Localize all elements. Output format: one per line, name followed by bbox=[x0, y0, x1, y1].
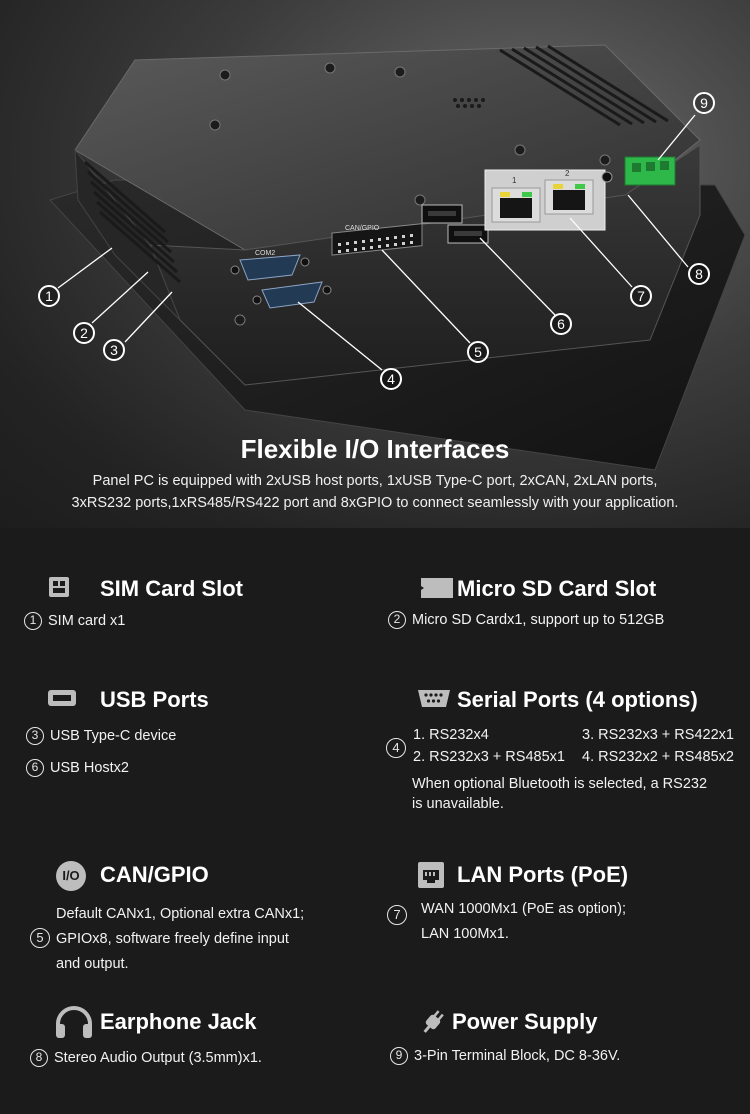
can-gpio-line-2: GPIOx8, software freely define input bbox=[56, 931, 289, 947]
hero-description bbox=[20, 470, 730, 514]
serial-option-1: 1. RS232x4 bbox=[413, 727, 489, 743]
can-gpio-silkscreen: CAN/GPIO bbox=[345, 225, 380, 232]
usb-host-line bbox=[26, 759, 129, 777]
lan-ports-number: 7 bbox=[387, 905, 407, 925]
earphone-jack-number: 8 bbox=[30, 1049, 48, 1067]
sim-card-title: SIM Card Slot bbox=[100, 576, 244, 601]
serial-option-3: 3. RS232x3 + RS422x1 bbox=[582, 727, 734, 743]
headphones-icon bbox=[55, 1006, 93, 1038]
sim-card-icon bbox=[49, 577, 69, 597]
lan2-silkscreen: 2 bbox=[565, 169, 570, 178]
micro-sd-number: 2 bbox=[388, 611, 406, 629]
callout-8: 8 bbox=[688, 263, 710, 285]
lan-ports-line-2: LAN 100Mx1. bbox=[421, 926, 509, 942]
lan1-silkscreen: 1 bbox=[512, 176, 517, 185]
io-badge-icon bbox=[56, 861, 86, 891]
callout-2: 2 bbox=[73, 322, 95, 344]
power-supply-title: Power Supply bbox=[452, 1009, 598, 1034]
sim-card-number: 1 bbox=[24, 612, 42, 630]
micro-sd-text: Micro SD Cardx1, support up to 512GB bbox=[412, 611, 665, 628]
micro-sd-line bbox=[388, 611, 664, 629]
micro-sd-title: Micro SD Card Slot bbox=[457, 576, 657, 601]
lan-port-icon bbox=[418, 862, 444, 888]
callout-3: 3 bbox=[103, 339, 125, 361]
power-supply-number: 9 bbox=[390, 1047, 408, 1065]
serial-option-2: 2. RS232x3 + RS485x1 bbox=[413, 749, 565, 765]
hero-title: Flexible I/O Interfaces bbox=[240, 434, 510, 464]
power-supply-text: 3-Pin Terminal Block, DC 8-36V. bbox=[414, 1047, 621, 1064]
power-plug-icon bbox=[420, 1008, 446, 1036]
micro-sd-icon bbox=[421, 578, 453, 598]
earphone-jack-text: Stereo Audio Output (3.5mm)x1. bbox=[54, 1049, 262, 1066]
usb-typec-line bbox=[26, 727, 176, 745]
earphone-jack-title: Earphone Jack bbox=[100, 1009, 257, 1034]
can-gpio-line-1: Default CANx1, Optional extra CANx1; bbox=[56, 906, 305, 922]
callout-9: 9 bbox=[693, 92, 715, 114]
com2-silkscreen: COM2 bbox=[255, 250, 276, 257]
callout-6: 6 bbox=[550, 313, 572, 335]
can-gpio-number: 5 bbox=[30, 928, 50, 948]
lan-ports-line-1: WAN 1000Mx1 (PoE as option); bbox=[421, 901, 626, 917]
power-supply-line bbox=[390, 1047, 620, 1065]
can-gpio-line-3: and output. bbox=[56, 956, 129, 972]
callout-1: 1 bbox=[38, 285, 60, 307]
usb-ports-title: USB Ports bbox=[100, 687, 209, 712]
serial-ports-title: Serial Ports (4 options) bbox=[457, 687, 698, 712]
can-gpio-title: CAN/GPIO bbox=[100, 862, 209, 887]
serial-note-line-2: is unavailable. bbox=[412, 796, 504, 812]
sim-card-text: SIM card x1 bbox=[48, 612, 126, 629]
callout-5: 5 bbox=[467, 341, 489, 363]
hero-description-line-1: Panel PC is equipped with 2xUSB host ports, 1xUSB Type-C port, 2xCAN, 2xLAN ports, bbox=[92, 473, 658, 489]
power-terminal-graphic bbox=[625, 157, 675, 185]
usb-host-text: USB Hostx2 bbox=[50, 759, 129, 776]
serial-ports-number: 4 bbox=[386, 738, 406, 758]
sim-card-line bbox=[24, 612, 125, 630]
usb-port-icon bbox=[48, 690, 76, 706]
lan-ports-title: LAN Ports (PoE) bbox=[457, 862, 629, 887]
serial-option-4: 4. RS232x2 + RS485x2 bbox=[582, 749, 734, 765]
hero-description-line-2: 3xRS232 ports,1xRS485/RS422 port and 8xGPIO to connect seamlessly with your application. bbox=[71, 495, 679, 511]
callout-4: 4 bbox=[380, 368, 402, 390]
usb-host-number: 6 bbox=[26, 759, 44, 777]
usb-typec-number: 3 bbox=[26, 727, 44, 745]
callout-7: 7 bbox=[630, 285, 652, 307]
earphone-jack-line bbox=[30, 1049, 262, 1067]
serial-note-line-1: When optional Bluetooth is selected, a RS232 bbox=[412, 776, 708, 792]
earphone-jack-graphic bbox=[602, 172, 612, 182]
io-badge-text: I/O bbox=[62, 868, 80, 883]
hero-section bbox=[0, 0, 750, 528]
serial-port-icon bbox=[418, 690, 450, 707]
usb-typec-text: USB Type-C device bbox=[50, 727, 177, 744]
